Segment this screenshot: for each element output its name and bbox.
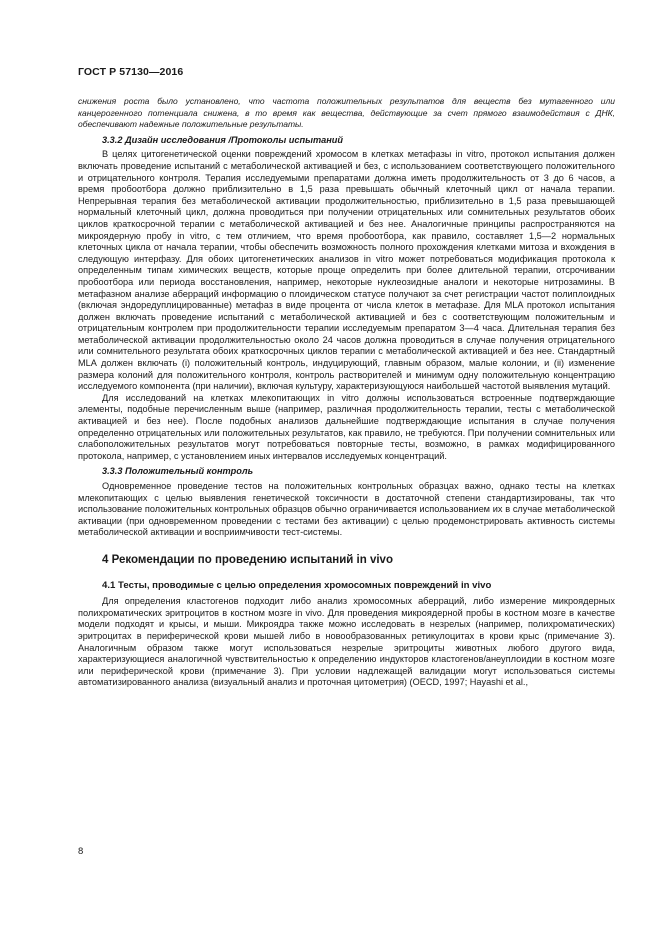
intro-paragraph: снижения роста было установлено, что частота положительных результатов для веществ без мутагенного или канцерогенного потенциала снижена, в то время как вещества, действующие за счет прямого взаимодействия с ДНК, обеспечивают надежные положительные результаты.: [78, 96, 615, 130]
document-body: [78, 96, 615, 689]
section-3-3-2-paragraph-2: Для исследований на клетках млекопитающих in vitro должны использоваться встроенные подтверждающие элементы, подобные перечисленным выше (например, различная продолжительность терапии, тесты с метаболической активацией и без нее). После подобных анализов дальнейшие подтверждающие испытания в случае получения определенно отрицательных или положительных результатов, как правило, не требуются. При получении сомнительных или слабоположительных результатов могут потребоваться повторные тесты, возможно, в рамках модифицированного протокола, например, с установлением иных интервалов исследуемых концентраций.: [78, 392, 615, 461]
document-header: ГОСТ Р 57130—2016: [78, 66, 184, 78]
section-4-1-paragraph-1: Для определения кластогенов подходит либо анализ хромосомных аберраций, либо измерение микроядерных полихроматических эритроцитов в костном мозге in vivo. Для проведения микроядерной пробы в костном мозге в качестве модели подходят и крысы, и мыши. Микроядра также можно исследовать в незрелых (например, полихроматических) эритроцитах в периферической крови мышей либо в новообразованных ретикулоцитах в крови крыс (примечание 3). Аналогичным образом также могут использоваться незрелые эритроциты животных любого другого вида, характеризующиеся аналогичной чувствительностью к определению индукторов кластогенов/анеуплоидии в костном мозге или периферической крови (примечание 3). При условии надлежащей валидации могут использоваться системы автоматизированного анализа (визуальный анализ и проточная цитометрия) (OECD, 1997; Hayashi et al.,: [78, 596, 615, 688]
section-3-3-3-paragraph-1: Одновременное проведение тестов на положительных контрольных образцах важно, однако тесты на клетках млекопитающих с целью выявления генетической токсичности в достаточной степени стандартизированы, так что использование положительных контрольных образцов обычно ограничивается использованием их в случае метаболической активации (при одновременном проведении с тестами без активации) с целью продемонстрировать активность системы метаболической активации и восприимчивости тест-системы.: [78, 481, 615, 538]
section-3-3-2-heading: 3.3.2 Дизайн исследования /Протоколы испытаний: [102, 134, 344, 145]
section-4-heading: 4 Рекомендации по проведению испытаний in vivo: [102, 553, 393, 566]
section-4-1-heading: 4.1 Тесты, проводимые с целью определения хромосомных повреждений in vivo: [102, 579, 492, 591]
section-3-3-3-heading: 3.3.3 Положительный контроль: [102, 466, 254, 477]
page-number: 8: [78, 846, 84, 857]
section-3-3-2-paragraph-1: В целях цитогенетической оценки повреждений хромосом в клетках метафазы in vitro, протокол испытания должен включать проведение испытаний с метаболической активацией и без, с использованием соответствующего положительного и отрицательного контроля. Терапия исследуемыми препаратами должна иметь продолжительность от 3 до 6 часов, а время пробоотбора должно приблизительно в 1,5 раза превышать обычный клеточный цикл от начала терапии. Непрерывная терапия без метаболической активации продолжительностью, приблизительно в 1,5 раза превышающей нормальный клеточный цикл, должна проводиться при получении отрицательных или сомнительных результатов обоих циклов краткосрочной терапии с метаболической активацией и без нее. Аналогичные принципы распространяются на микроядерную пробу in vitro, с тем отличием, что время пробоотбора, как правило, составляет 1,5—2 нормальных клеточных цикла от начала терапии, чтобы обеспечить возможность полного прохождения клетками митоза и вхождения в следующую интерфазу. Для обоих цитогенетических анализов in vitro может потребоваться модификация протокола к определенным типам химических веществ, которые проще определить при более длительной терапии, отсрочивании пробоотбора или периода восстановления, например, некоторые нуклеозидные аналоги и некоторые нитрозамины. В метафазном анализе аберраций информацию о плоидическом статусе получают за счет регистрации частот полиплоидных (включая эндоредуплицированные) метафаз в виде процента от числа клеток в метафазе. Для MLA протокол испытания должен включать проведение испытаний с метаболической активацией и без с соответствующим положительным и отрицательным контролем при продолжительности терапии исследуемым препаратом 3—4 часа. Длительная терапия без метаболической активации продолжительностью около 24 часов должна проводиться в случае получения отрицательного или сомнительного результата обоих краткосрочных циклов терапии с метаболической активацией и без нее. Стандартный MLA должен включать (i) положительный контроль, индуцирующий, главным образом, малые колонии, и (ii) изменение размера колоний для положительного контроля, контроль растворителей и минимум одну положительную концентрацию исследуемого компонента (при наличии), включая культуру, характеризующуюся наибольшей частотой выявления мутаций.: [78, 149, 615, 392]
